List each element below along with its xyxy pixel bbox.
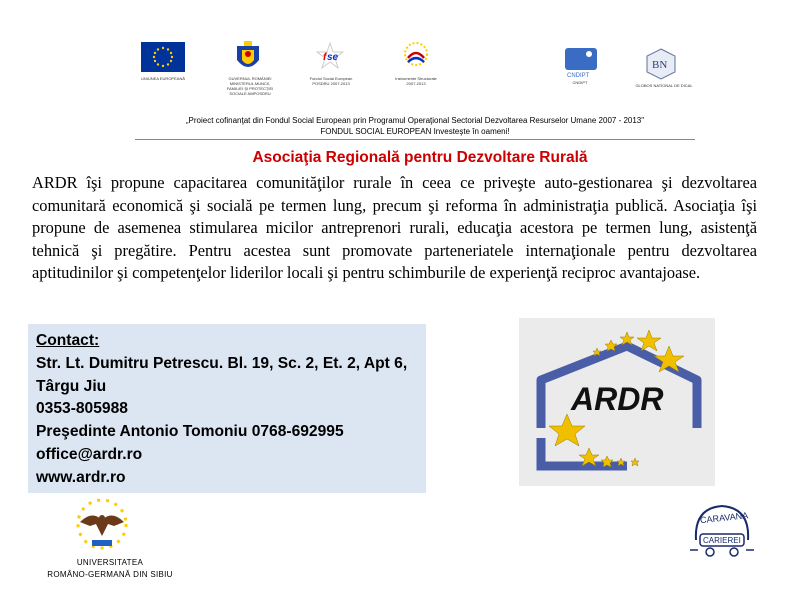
ardr-logo: [519, 318, 715, 486]
bnv-logo-icon: [646, 48, 676, 80]
svg-text:se: se: [327, 52, 339, 63]
is-caption: Instrumente Structurale 2007-2013: [395, 76, 437, 86]
eu-caption: UNIUNEA EUROPEANĂ: [140, 76, 185, 81]
project-line-1: „Proiect cofinanţat din Fondul Social European prin Programul Operaţional Sectorial Dezvoltarea Resurselor Umane 2007 - 2013": [185, 116, 645, 125]
caravana-bottom-text: CARIEREI: [703, 536, 741, 545]
fse-caption: Fondul Social European POSDRU 2007-2013: [309, 76, 353, 86]
contact-heading: Contact:: [36, 332, 100, 349]
romania-coat-of-arms-icon: [234, 40, 262, 74]
contact-box: [28, 324, 426, 493]
university-name-line1: UNIVERSITATEA: [76, 558, 144, 567]
svg-text:BN: BN: [652, 59, 668, 71]
cndipt-caption: CNDIPT: [572, 80, 588, 85]
page-title: Asociaţia Regională pentru Dezvoltare Rurală: [252, 149, 588, 166]
contact-website[interactable]: www.ardr.ro: [36, 468, 126, 486]
contact-address: Str. Lt. Dumitru Petrescu. Bl. 19, Sc. 2, Et. 2, Apt 6, Târgu Jiu: [36, 354, 408, 395]
header-divider: [135, 139, 695, 140]
contact-president: Preşedinte Antonio Tomoniu 0768-692995: [36, 423, 344, 441]
caravana-top-text: CARAVANA: [699, 510, 749, 526]
instrumente-structurale-icon: [400, 40, 432, 74]
ardr-logo-text: ARDR: [571, 381, 664, 417]
contact-email[interactable]: office@ardr.ro: [36, 445, 143, 463]
university-eagle-icon: [68, 496, 136, 554]
gov-caption: GUVERNUL ROMÂNIEI MINISTERUL MUNCII, FAMILIEI ŞI PROTECŢIEI SOCIALE AMPOSDRU: [226, 76, 274, 96]
ardr-house-icon: [519, 318, 715, 486]
bnv-caption: GLOBOS NATIONAL DE DICAL: [635, 83, 693, 88]
caravana-carierei-logo: [686, 500, 758, 560]
fse-logo-icon: [316, 42, 344, 70]
svg-text:CNDIPT: CNDIPT: [567, 73, 590, 78]
university-name-line2: ROMÂNO-GERMANĂ DIN SIBIU: [47, 570, 173, 579]
eu-flag-icon: [141, 42, 185, 72]
description-paragraph: ARDR îşi propune capacitarea comunităţilor rurale în ceea ce priveşte auto-gestionarea şi dezvoltarea comunitară economică şi socială pe termen lung, precum şi reforma în administraţia publică. Asociaţia îşi propune de asemenea stimularea micilor antreprenori rurali, educaţia acestora pe termen lung, asistenţă tehnică şi pregătire. Pentru acestea sunt promovate parteneriatele internaţionale pentru dezvoltarea aptitudinilor şi competenţelor liderilor locali şi pentru schimburile de experienţă reciproc avantajoase.: [32, 173, 757, 283]
svg-text:f: f: [323, 52, 327, 63]
contact-phone: 0353-805988: [36, 400, 128, 418]
cndipt-logo-icon: [565, 48, 597, 78]
project-line-2: FONDUL SOCIAL EUROPEAN Investeşte în oameni!: [320, 127, 510, 136]
